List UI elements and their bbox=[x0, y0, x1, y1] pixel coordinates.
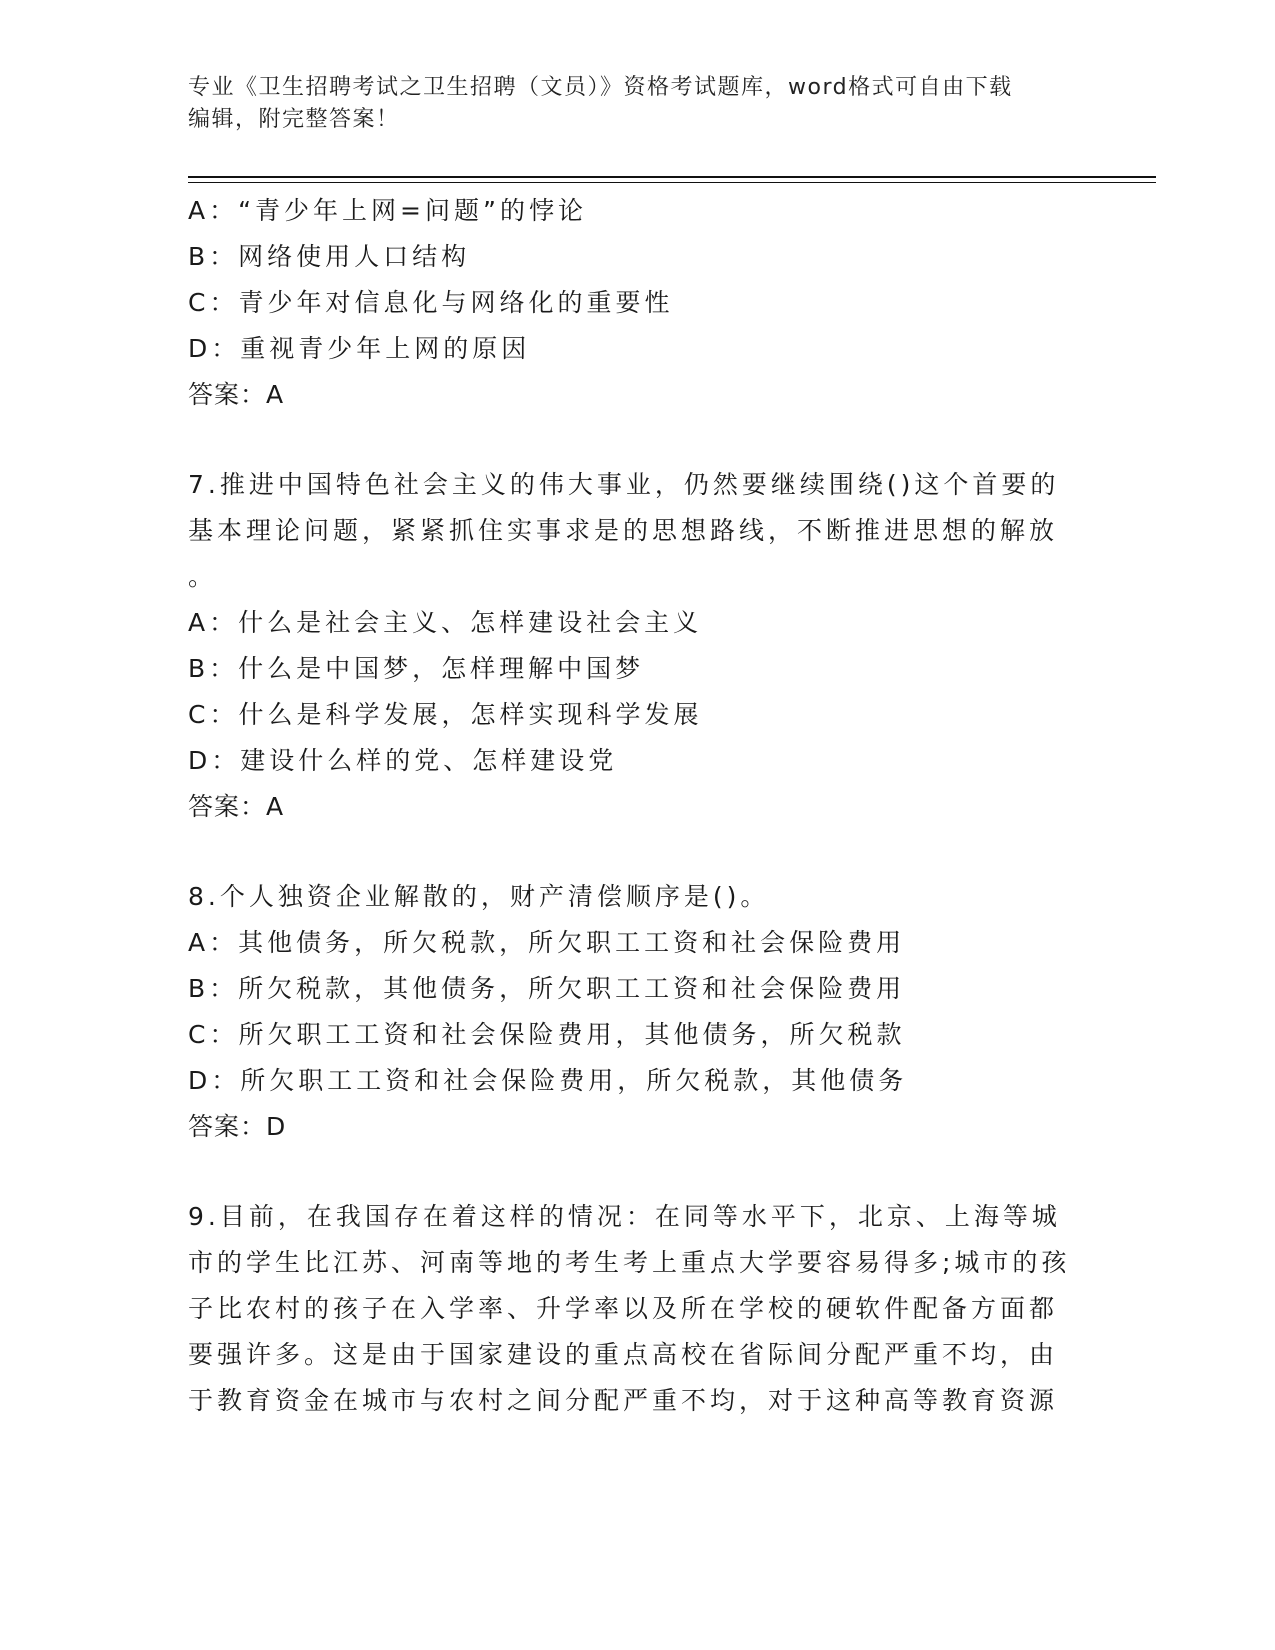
header-rule-thin bbox=[188, 182, 1156, 183]
question-stem-line: 于教育资金在城市与农村之间分配严重不均，对于这种高等教育资源 bbox=[188, 1386, 1059, 1415]
option-b: B：什么是中国梦，怎样理解中国梦 bbox=[188, 654, 645, 683]
header-rule-thick bbox=[188, 176, 1156, 178]
option-b: B：所欠税款，其他债务，所欠职工工资和社会保险费用 bbox=[188, 974, 906, 1003]
option-a: A：什么是社会主义、怎样建设社会主义 bbox=[188, 608, 703, 637]
spacer bbox=[188, 418, 1088, 462]
question-stem-line: 9.目前，在我国存在着这样的情况：在同等水平下，北京、上海等城 bbox=[188, 1202, 1061, 1231]
option-d: D：所欠职工工资和社会保险费用，所欠税款，其他债务 bbox=[188, 1066, 908, 1095]
answer: 答案：A bbox=[188, 380, 285, 409]
document-body bbox=[188, 188, 1088, 1424]
option-d: D：重视青少年上网的原因 bbox=[188, 334, 531, 363]
question-stem-line: 7.推进中国特色社会主义的伟大事业，仍然要继续围绕()这个首要的 bbox=[188, 470, 1060, 499]
document-header bbox=[188, 72, 1088, 136]
question-stem-line: 基本理论问题，紧紧抓住实事求是的思想路线，不断推进思想的解放 bbox=[188, 516, 1059, 545]
question-stem-line: 市的学生比江苏、河南等地的考生考上重点大学要容易得多;城市的孩 bbox=[188, 1248, 1071, 1277]
option-d: D：建设什么样的党、怎样建设党 bbox=[188, 746, 618, 775]
header-line-1: 专业《卫生招聘考试之卫生招聘（文员）》资格考试题库，word格式可自由下载 bbox=[188, 75, 1013, 100]
question-stem-line: 8.个人独资企业解散的，财产清偿顺序是()。 bbox=[188, 882, 770, 911]
header-line-2: 编辑，附完整答案！ bbox=[188, 107, 400, 132]
option-c: C：青少年对信息化与网络化的重要性 bbox=[188, 288, 674, 317]
question-6 bbox=[188, 188, 1088, 418]
answer: 答案：D bbox=[188, 1112, 287, 1141]
question-stem-line: 。 bbox=[188, 562, 218, 591]
question-9 bbox=[188, 1194, 1088, 1424]
option-a: A：“青少年上网=问题”的悖论 bbox=[188, 196, 587, 225]
question-stem-line: 要强许多。这是由于国家建设的重点高校在省际间分配严重不均，由 bbox=[188, 1340, 1059, 1369]
spacer bbox=[188, 1150, 1088, 1194]
spacer bbox=[188, 830, 1088, 874]
question-7 bbox=[188, 462, 1088, 830]
question-stem-line: 子比农村的孩子在入学率、升学率以及所在学校的硬软件配备方面都 bbox=[188, 1294, 1059, 1323]
option-c: C：什么是科学发展，怎样实现科学发展 bbox=[188, 700, 703, 729]
answer: 答案：A bbox=[188, 792, 285, 821]
option-a: A：其他债务，所欠税款，所欠职工工资和社会保险费用 bbox=[188, 928, 906, 957]
question-8 bbox=[188, 874, 1088, 1150]
option-b: B：网络使用人口结构 bbox=[188, 242, 471, 271]
option-c: C：所欠职工工资和社会保险费用，其他债务，所欠税款 bbox=[188, 1020, 906, 1049]
